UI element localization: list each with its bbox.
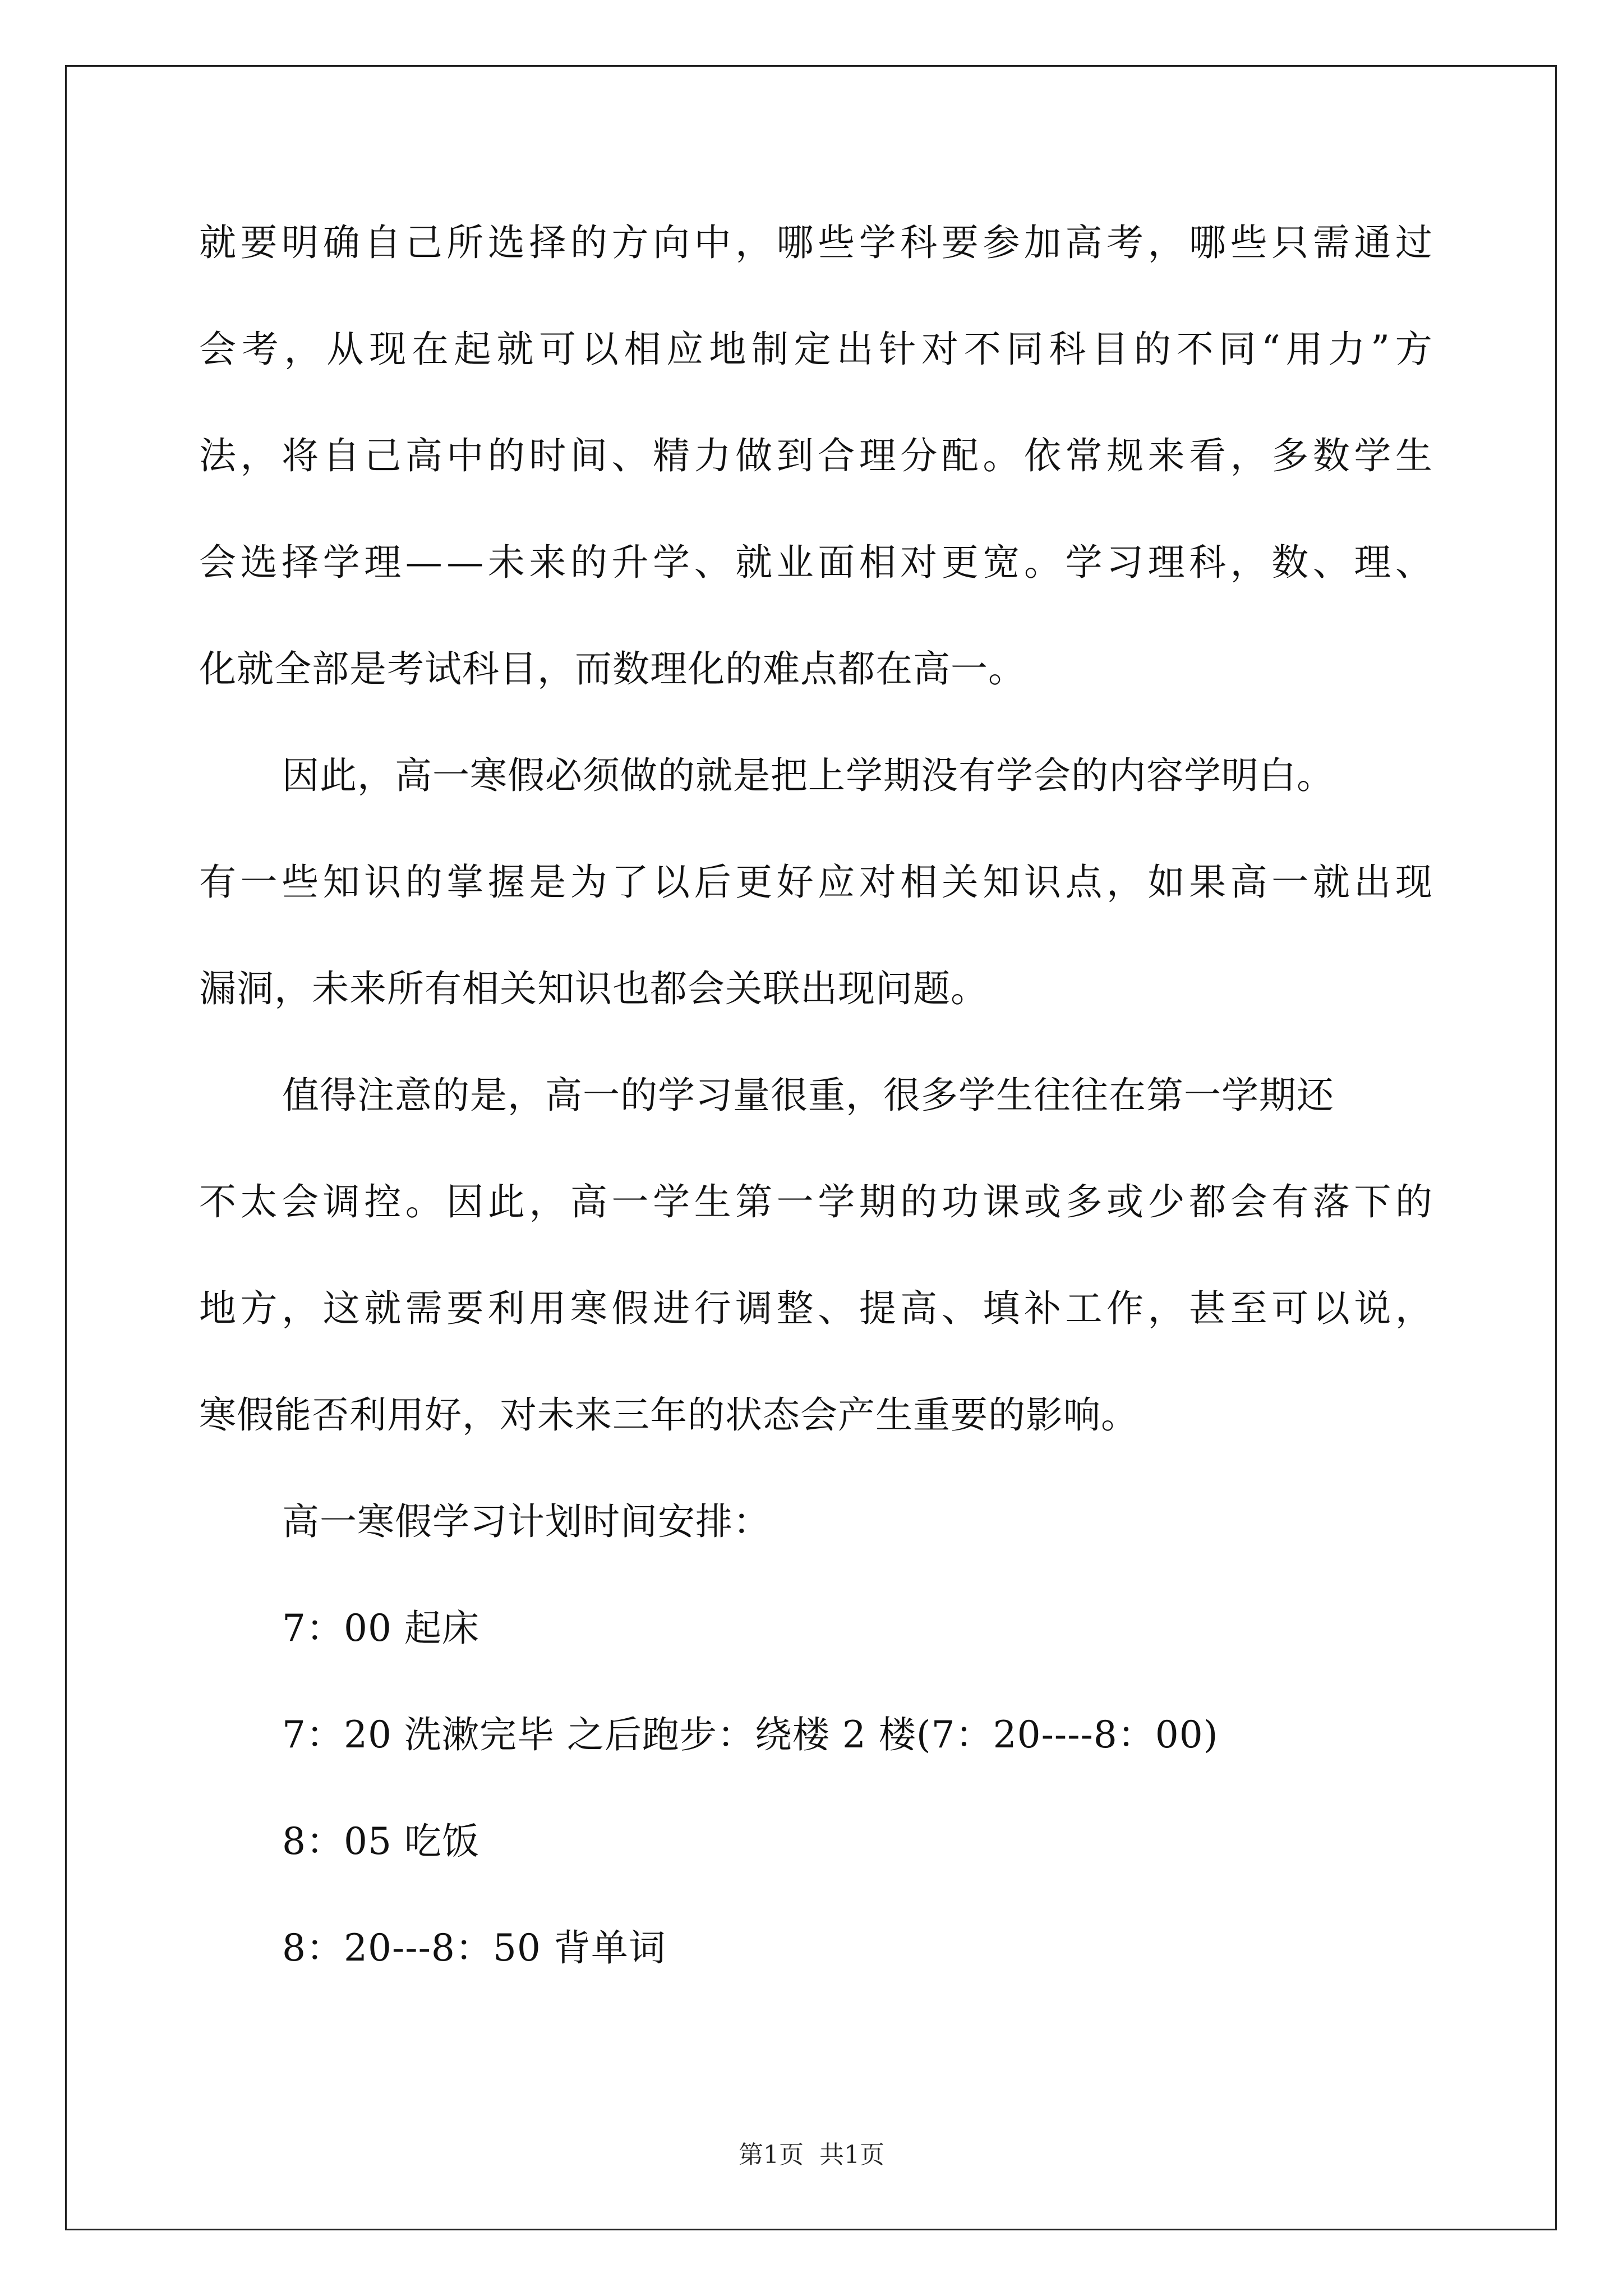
schedule-item: 7：20 洗漱完毕 之后跑步：绕楼 2 楼(7：20----8：00) — [282, 1713, 1219, 1756]
paragraph-line: 漏洞，未来所有相关知识也都会关联出现问题。 — [199, 967, 988, 1010]
paragraph-line: 化就全部是考试科目，而数理化的难点都在高一。 — [199, 647, 1026, 691]
paragraph-line: 会 考 ， 从 现 在 起 就 可 以 相 应 地 制 定 出 针 对 不 同 科 目 的 不 同 “ 用 力 ” 方 — [199, 328, 1433, 371]
schedule-title: 高一寒假学习计划时间安排： — [282, 1500, 771, 1543]
paragraph-line: 值得注意的是，高一的学习量很重，很多学生往往在第一学期还 — [282, 1074, 1334, 1117]
paragraph-line: 就 要 明 确 自 己 所 选 择 的 方 向 中 ， 哪 些 学 科 要 参 加 高 考 ， 哪 些 只 需 通 过 — [199, 221, 1433, 264]
page-total: 共1页 — [819, 2141, 884, 2169]
schedule-item: 7：00 起床 — [282, 1607, 479, 1650]
schedule-item: 8：20---8：50 背单词 — [282, 1926, 666, 1970]
paragraph-line: 法 ， 将 自 己 高 中 的 时 间 、 精 力 做 到 合 理 分 配 。 依 常 规 来 看 ， 多 数 学 生 — [199, 434, 1433, 477]
page-number: 第1页 — [739, 2141, 804, 2169]
paragraph-line: 有 一 些 知 识 的 掌 握 是 为 了 以 后 更 好 应 对 相 关 知 识 点 ， 如 果 高 一 就 出 现 — [199, 861, 1433, 904]
paragraph-line: 会 选 择 学 理 — — 未 来 的 升 学 、 就 业 面 相 对 更 宽 。 学 习 理 科 ， 数 、 理 、 — [199, 541, 1433, 584]
paragraph-line: 寒假能否利用好，对未来三年的状态会产生重要的影响。 — [199, 1393, 1138, 1437]
schedule-item: 8：05 吃饭 — [282, 1820, 479, 1863]
paragraph-line: 因此，高一寒假必须做的就是把上学期没有学会的内容学明白。 — [282, 754, 1334, 797]
page-border — [65, 65, 1557, 2230]
page-footer — [0, 2143, 1623, 2168]
paragraph-line: 地 方 ， 这 就 需 要 利 用 寒 假 进 行 调 整 、 提 高 、 填 补 工 作 ， 甚 至 可 以 说 ， — [199, 1287, 1433, 1330]
paragraph-line: 不 太 会 调 控 。 因 此 ， 高 一 学 生 第 一 学 期 的 功 课 或 多 或 少 都 会 有 落 下 的 — [199, 1180, 1433, 1223]
